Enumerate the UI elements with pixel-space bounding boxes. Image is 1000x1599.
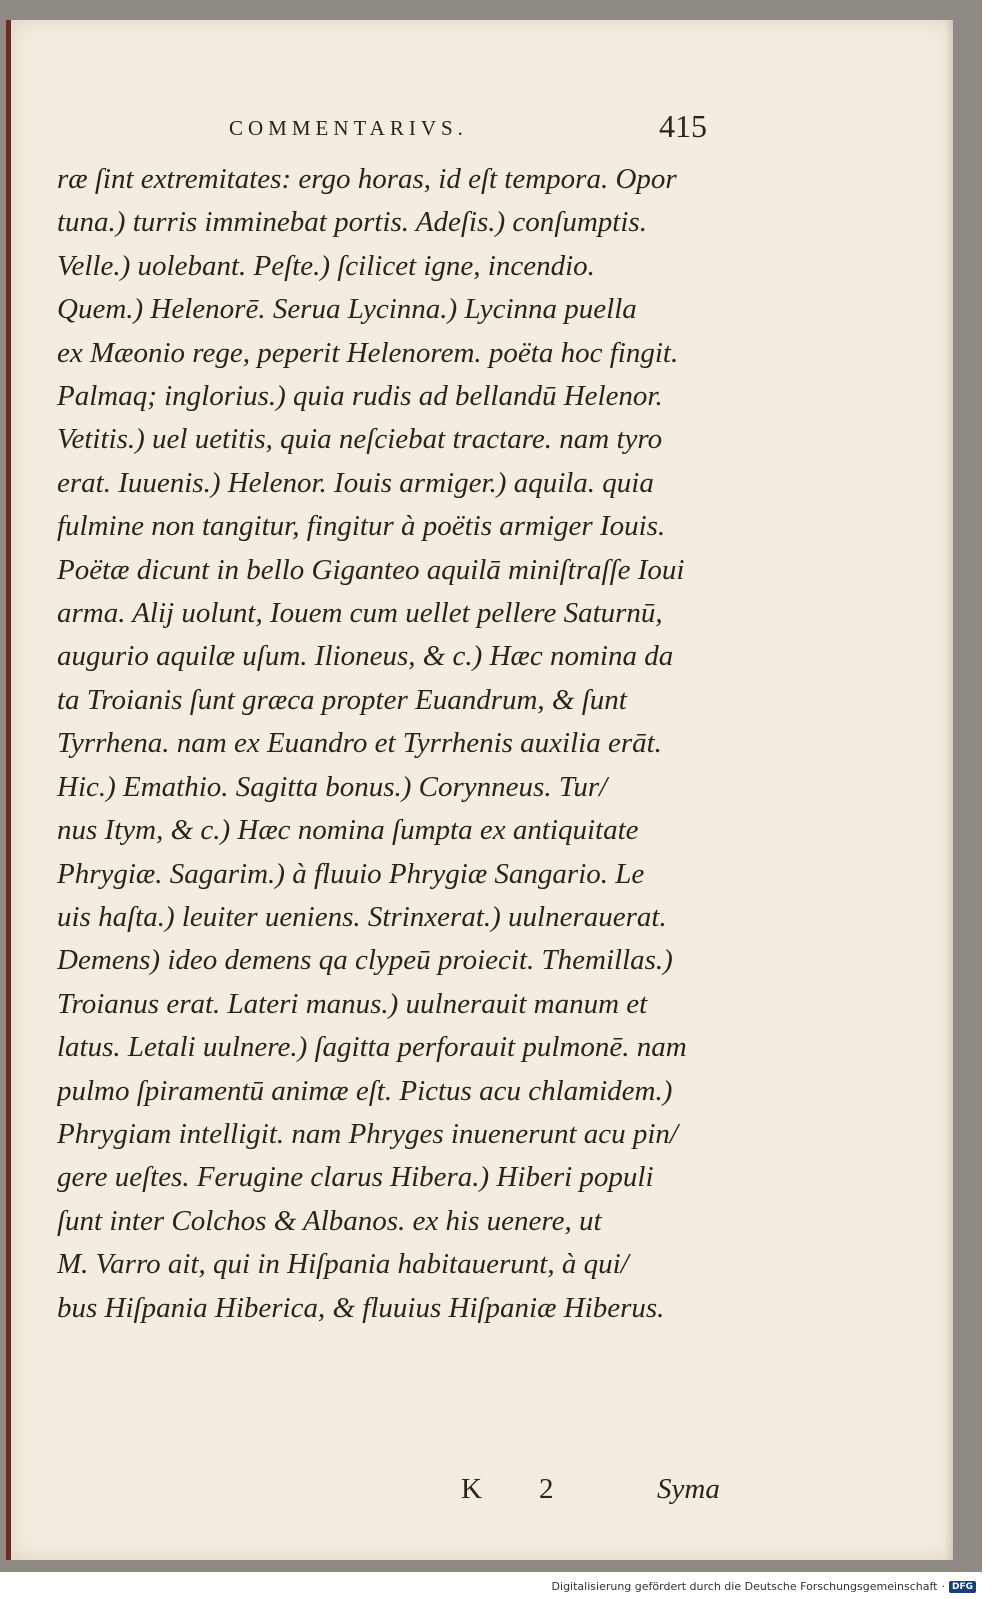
text-line: Phrygiam intelligit. nam Phryges inuenerunt acu pin/ bbox=[57, 1117, 678, 1150]
text-line: ræ ſint extremitates: ergo horas, id eſt tempora. Opor bbox=[57, 163, 677, 195]
text-line: Palmaq; inglorius.) quia rudis ad bellandū Helenor. bbox=[57, 380, 663, 413]
text-line: Velle.) uolebant. Peſte.) ſcilicet igne, incendio. bbox=[57, 249, 595, 282]
text-line: Troianus erat. Lateri manus.) uulnerauit manum et bbox=[57, 987, 648, 1020]
text-line: M. Varro ait, qui in Hiſpania habitauerunt, à qui/ bbox=[57, 1248, 629, 1281]
text-line: Hic.) Emathio. Sagitta bonus.) Corynneus. Tur/ bbox=[57, 770, 608, 803]
signature-number: 2 bbox=[539, 1473, 554, 1505]
footer-credit: Digitalisierung gefördert durch die Deutsche Forschungsgemeinschaft bbox=[551, 1580, 938, 1593]
text-line: ta Troianis ſunt græca propter Euandrum, & ſunt bbox=[57, 683, 627, 716]
text-line: Quem.) Helenorē. Serua Lycinna.) Lycinna puella bbox=[57, 293, 637, 326]
page-number: 415 bbox=[659, 108, 707, 144]
page-gutter-shadow bbox=[945, 20, 953, 1560]
digitization-footer: Digitalisierung gefördert durch die Deutsche Forschungsgemeinschaft · DFG bbox=[552, 1580, 976, 1593]
text-line: fulmine non tangitur, fingitur à poëtis armiger Iouis. bbox=[57, 510, 666, 543]
text-line: Tyrrhena. nam ex Euandro et Tyrrhenis auxilia erāt. bbox=[57, 727, 662, 760]
text-line: Vetitis.) uel uetitis, quia neſciebat tractare. nam tyro bbox=[57, 423, 663, 456]
signature-letter: K bbox=[461, 1473, 482, 1505]
text-line: Demens) ideo demens qa clypeū proiecit. Themillas.) bbox=[57, 944, 673, 977]
commentary-text bbox=[57, 158, 737, 1505]
running-head: COMMENTARIVS. bbox=[229, 116, 468, 140]
text-line: erat. Iuuenis.) Helenor. Iouis armiger.) aquila. quia bbox=[57, 466, 654, 499]
text-line: arma. Alij uolunt, Iouem cum uellet pellere Saturnū, bbox=[57, 597, 663, 630]
text-line: Phrygiæ. Sagarim.) à fluuio Phrygiæ Sangario. Le bbox=[57, 857, 645, 890]
text-line: ſunt inter Colchos & Albanos. ex his uenere, ut bbox=[57, 1204, 602, 1237]
dfg-logo-icon: DFG bbox=[949, 1581, 976, 1593]
text-line: gere ueſtes. Ferugine clarus Hibera.) Hiberi populi bbox=[57, 1161, 654, 1194]
text-line: augurio aquilæ uſum. Ilioneus, & c.) Hæc nomina da bbox=[57, 640, 674, 673]
text-line: bus Hiſpania Hiberica, & fluuius Hiſpaniæ Hiberus. bbox=[57, 1291, 665, 1324]
book-page bbox=[6, 20, 953, 1560]
text-line: latus. Letali uulnere.) ſagitta perforauit pulmonē. nam bbox=[57, 1031, 687, 1064]
text-line: tuna.) turris imminebat portis. Adeſis.) conſumptis. bbox=[57, 206, 647, 239]
catchword: Syma bbox=[657, 1473, 720, 1505]
text-line: pulmo ſpiramentū animæ eſt. Pictus acu chlamidem.) bbox=[57, 1074, 673, 1107]
text-line: uis haſta.) leuiter ueniens. Strinxerat.) uulnerauerat. bbox=[57, 900, 667, 933]
text-line: ex Mæonio rege, peperit Helenorem. poëta hoc fingit. bbox=[57, 336, 679, 369]
text-line: nus Itym, & c.) Hæc nomina ſumpta ex antiquitate bbox=[57, 814, 639, 847]
text-line: Poëtæ dicunt in bello Giganteo aquilā miniſtraſſe Ioui bbox=[57, 553, 685, 586]
